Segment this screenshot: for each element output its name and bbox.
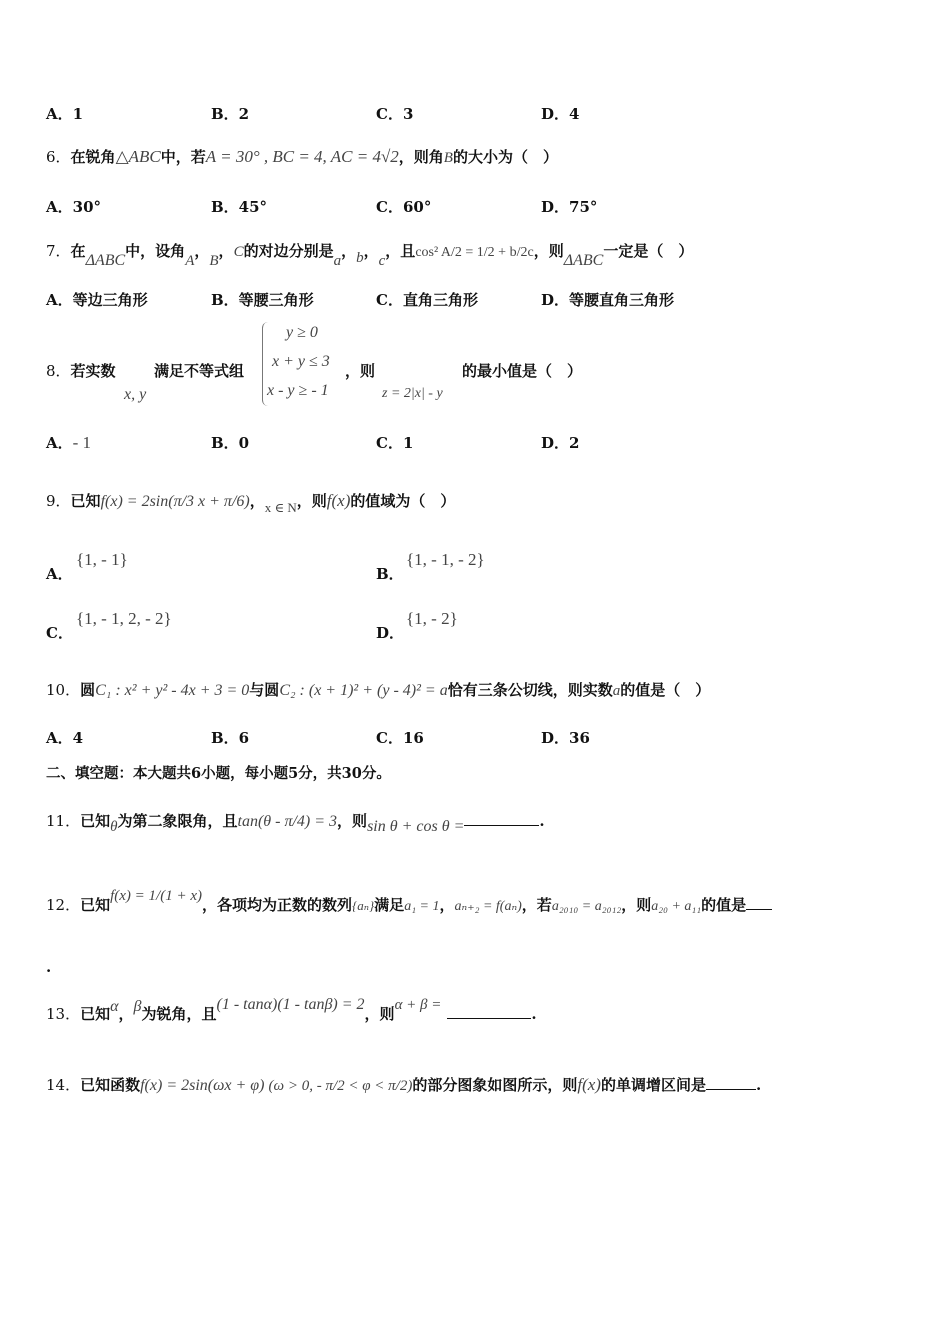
q10-option-c: C．16 bbox=[376, 729, 424, 747]
question-14: 14．已知函数f(x) = 2sin(ωx + φ) (ω > 0, - π/2 < φ < π/2)的部分图象如图所示，则f(x)的单调增区间是 . bbox=[46, 1075, 762, 1094]
q9-set-a: {1, - 1} bbox=[76, 550, 128, 569]
q8-ineq-2: x + y ≤ 3 bbox=[272, 353, 330, 370]
question-6: 6．在锐角△ABC中，若A = 30° , BC = 4, AC = 4√2，则角B的大小为（ ） bbox=[46, 147, 558, 166]
q8-option-c: C．1 bbox=[376, 434, 414, 452]
q8-ineq-3: x - y ≥ - 1 bbox=[267, 382, 329, 399]
q6-option-b: B．45° bbox=[211, 198, 268, 216]
q6-option-c: C．60° bbox=[376, 198, 432, 216]
q8-text3: ，则 bbox=[345, 362, 376, 380]
q8-option-d: D．2 bbox=[541, 434, 580, 452]
question-11: 11．已知θ为第二象限角，且tan(θ - π/4) = 3，则sin θ + cos θ = . bbox=[46, 812, 545, 835]
q6-option-a: A．30° bbox=[46, 198, 102, 216]
question-12: 12．已知f(x) = 1/(1 + x)，各项均为正数的数列{aₙ}满足a₁ = 1，aₙ₊₂ = f(aₙ)，若a₂₀₁₀ = a₂₀₁₂，则a₂₀ + a₁₁的值是 bbox=[46, 894, 772, 915]
q9-option-c: C． bbox=[46, 624, 73, 642]
q10-option-d: D．36 bbox=[541, 729, 590, 747]
q8-vars: x, y bbox=[124, 386, 147, 403]
q5-option-d: D．4 bbox=[541, 105, 580, 123]
question-8: 8．若实数 bbox=[46, 362, 116, 380]
q9-option-a: A． bbox=[46, 565, 73, 583]
q5-option-c: C．3 bbox=[376, 105, 414, 123]
q9-option-b: B． bbox=[376, 565, 404, 583]
q9-option-d: D． bbox=[376, 624, 405, 642]
q7-option-a: A．等边三角形 bbox=[46, 291, 148, 309]
q8-ineq-1: y ≥ 0 bbox=[286, 324, 318, 341]
q5-option-a: A．1 bbox=[46, 105, 84, 123]
q6-option-d: D．75° bbox=[541, 198, 598, 216]
q7-option-c: C．直角三角形 bbox=[376, 291, 478, 309]
q12-end: . bbox=[46, 958, 52, 976]
q9-set-d: {1, - 2} bbox=[406, 609, 458, 628]
q9-set-b: {1, - 1, - 2} bbox=[406, 550, 485, 569]
q9-set-c: {1, - 1, 2, - 2} bbox=[76, 609, 172, 628]
question-9: 9．已知f(x) = 2sin(π/3 x + π/6)，x ∈ N，则f(x)的值域为（ ） bbox=[46, 491, 456, 515]
q5-option-b: B．2 bbox=[211, 105, 250, 123]
question-13: 13．已知α，β为锐角，且(1 - tanα)(1 - tanβ) = 2，则α + β = . bbox=[46, 996, 537, 1023]
q8-text2: 满足不等式组 bbox=[154, 362, 245, 380]
question-7: 7．在ΔABC中，设角A，B，C的对边分别是a，b，c，且cos² A/2 = 1/2 + b/2c，则ΔABC一定是（ ） bbox=[46, 242, 694, 269]
q8-text4: 的最小值是（ ） bbox=[462, 362, 583, 380]
q8-option-a: A．- 1 bbox=[46, 433, 92, 452]
q10-option-a: A．4 bbox=[46, 729, 84, 747]
q10-option-b: B．6 bbox=[211, 729, 250, 747]
q8-expr: z = 2|x| - y bbox=[382, 386, 443, 401]
q8-option-b: B．0 bbox=[211, 434, 250, 452]
section-2-heading: 二、填空题：本大题共6小题，每小题5分，共30分。 bbox=[46, 765, 391, 782]
q7-option-d: D．等腰直角三角形 bbox=[541, 291, 675, 309]
q7-option-b: B．等腰三角形 bbox=[211, 291, 314, 309]
question-10: 10．圆C₁ : x² + y² - 4x + 3 = 0与圆C₂ : (x + 1)² + (y - 4)² = a恰有三条公切线，则实数a的值是（ ） bbox=[46, 681, 711, 699]
